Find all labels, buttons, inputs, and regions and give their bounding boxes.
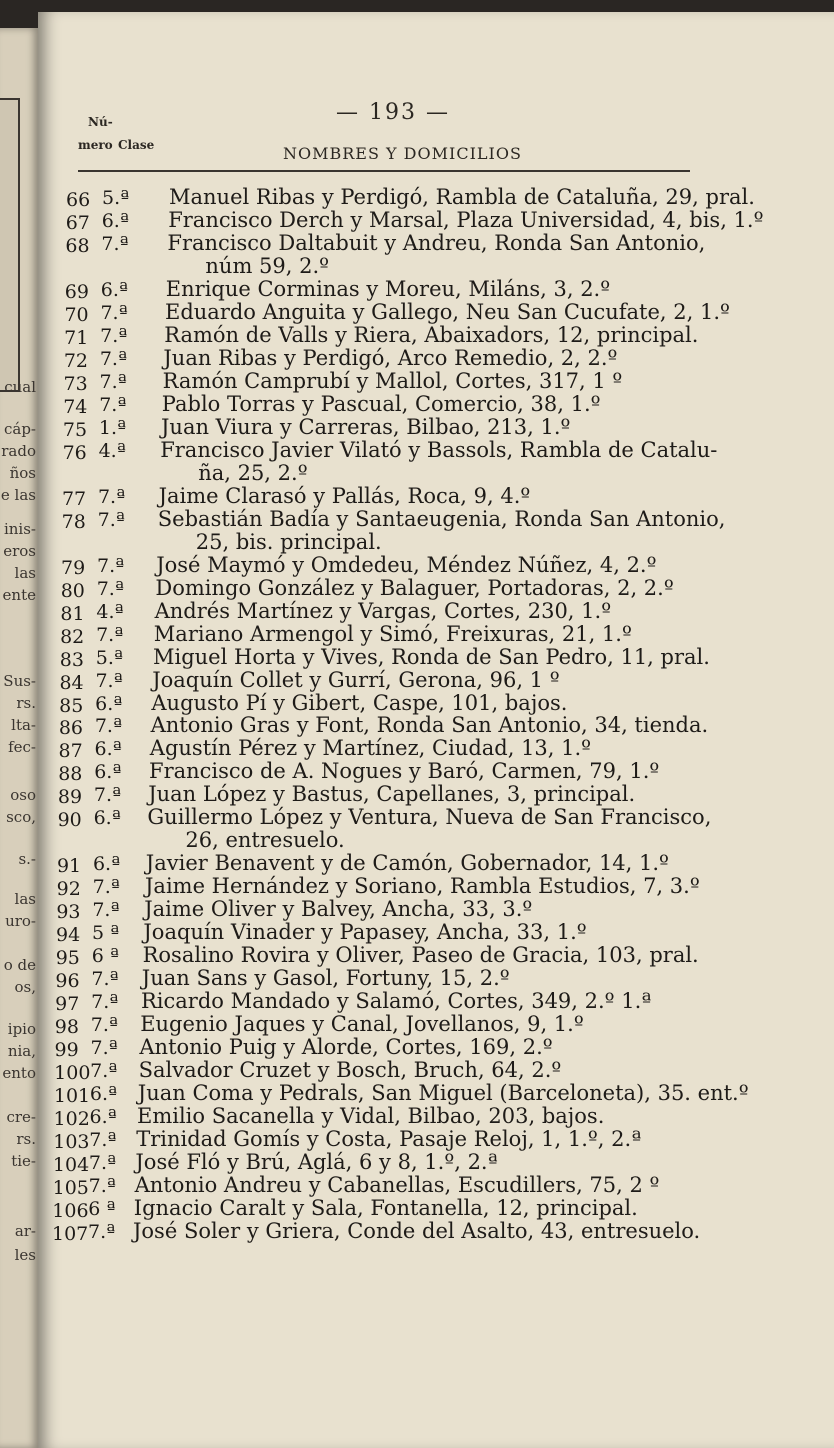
page-number: — 193 — (336, 100, 450, 125)
entry-number: 67 (65, 211, 90, 234)
entry-class: 7.ª (88, 1152, 117, 1175)
entry-class: 6.ª (89, 1106, 117, 1129)
entry-number: 72 (63, 349, 88, 372)
entry-class: 6.ª (94, 738, 122, 761)
entry-name-address: Antonio Gras y Font, Ronda San Antonio, 34, tienda. (150, 713, 709, 738)
header-numero-label-2: mero (78, 138, 113, 152)
entry-number: 80 (60, 579, 85, 602)
facing-page-fragment: nia, (7, 1042, 36, 1060)
entry-number: 76 (62, 441, 87, 464)
entry-name-address: Manuel Ribas y Perdigó, Rambla de Cataluña, 29, pral. (169, 185, 755, 209)
facing-page-fragment: las (14, 890, 36, 908)
entry-name-address: Augusto Pí y Gibert, Caspe, 101, bajos. (151, 690, 568, 715)
facing-page-fragment: ar- (14, 1222, 36, 1240)
entry-name-address: Juan Sans y Gasol, Fortuny, 15, 2.º (141, 966, 510, 991)
entry-number: 94 (56, 924, 81, 947)
entry-continuation: núm 59, 2.º (205, 253, 330, 278)
entry-number: 89 (57, 786, 83, 809)
entry-name-address: Sebastián Badía y Santaeugenia, Ronda San Antonio, (157, 506, 726, 531)
entry-class: 7.ª (97, 485, 126, 508)
facing-page-fragment: inis- (3, 520, 36, 538)
entry-class: 4.ª (96, 600, 124, 623)
facing-page-fragment: eros (3, 542, 36, 560)
entry-number: 91 (56, 855, 82, 878)
entry-name-address: Juan Viura y Carreras, Bilbao, 213, 1.º (161, 414, 571, 439)
entry-number: 81 (60, 602, 85, 625)
entry-continuation: 25, bis. principal. (195, 529, 382, 554)
entry-name-address: Joaquín Collet y Gurrí, Gerona, 96, 1 º (152, 667, 560, 692)
entry-name-address: Jaime Clarasó y Pallás, Roca, 9, 4.º (158, 483, 531, 508)
entry-class: 7.ª (92, 876, 120, 899)
entry-class: 7.ª (101, 232, 129, 255)
entry-name-address: José Fló y Brú, Aglá, 6 y 8, 1.º, 2.ª (135, 1150, 498, 1175)
entry-number: 68 (65, 234, 90, 257)
facing-page-fragment: Sus- (3, 672, 36, 690)
entry-class: 7.ª (93, 784, 122, 807)
entry-continuation: 26, entresuelo. (185, 828, 345, 853)
facing-page-fragment: rs. (16, 694, 36, 712)
entry-number: 95 (55, 947, 80, 970)
facing-page-fragment: uro- (5, 912, 36, 930)
entry-name-address: Trinidad Gomís y Costa, Pasaje Reloj, 1, 1.º, 2.ª (136, 1127, 642, 1152)
facing-page-fragment: cual (4, 378, 36, 396)
entry-class: 6.ª (94, 761, 122, 784)
entry-number: 99 (54, 1039, 79, 1062)
entry-name-address: Ricardo Mandado y Salamó, Cortes, 349, 2.º 1.ª (141, 989, 652, 1014)
facing-page-fragment: ento (2, 1064, 36, 1082)
entry-class: 7.ª (88, 1175, 116, 1198)
entry-number: 96 (55, 970, 80, 993)
entry-name-address: Ramón Camprubí y Mallol, Cortes, 317, 1 º (162, 368, 623, 393)
entry-class: 1.ª (98, 416, 127, 439)
entry-number: 88 (58, 763, 83, 786)
facing-page-fragment: o de (3, 956, 36, 974)
entry-name-address: Miguel Horta y Vives, Ronda de San Pedro, 11, pral. (153, 644, 710, 669)
entry-class: 5.ª (95, 646, 123, 669)
facing-page-fragment: ños (9, 464, 36, 482)
entry-class: 6.ª (92, 853, 121, 876)
entry-name-address: Guillermo López y Ventura, Nueva de San Francisco, (147, 805, 712, 830)
entry-number: 92 (56, 878, 81, 901)
entry-class: 6.ª (93, 807, 121, 830)
entry-name-address: Andrés Martínez y Vargas, Cortes, 230, 1.º (154, 598, 612, 623)
entry-class: 7.ª (99, 393, 127, 416)
entry-class: 7.ª (94, 715, 122, 738)
entry-class: 7.ª (96, 577, 124, 600)
entry-class: 6 ª (88, 1198, 116, 1221)
entry-name-address: Juan López y Bastus, Capellanes, 3, principal. (148, 782, 636, 807)
entry-class: 7.ª (90, 1037, 118, 1060)
entry-name-address: Jaime Oliver y Balvey, Ancha, 33, 3.º (144, 897, 533, 922)
facing-page-fragment: os, (14, 978, 36, 996)
entry-number: 104 (52, 1154, 90, 1177)
entry-number: 90 (57, 809, 82, 832)
entry-class: 7.ª (91, 991, 119, 1014)
entry-number: 77 (61, 487, 87, 510)
entry-number: 69 (64, 280, 89, 303)
facing-page-fragment: ente (2, 586, 36, 604)
book-page (38, 12, 834, 1448)
entry-number: 83 (59, 648, 84, 671)
entry-number: 102 (53, 1108, 90, 1131)
entry-class: 6.ª (101, 209, 129, 232)
entry-number: 97 (55, 993, 80, 1016)
entry-name-address: Francisco Daltabuit y Andreu, Ronda San Antonio, (167, 230, 706, 255)
entry-number: 107 (52, 1223, 89, 1245)
entry-name-address: Salvador Cruzet y Bosch, Bruch, 64, 2.º (138, 1058, 562, 1083)
entry-name-address: Juan Coma y Pedrals, San Miguel (Barceloneta), 35. ent.º (137, 1081, 749, 1106)
entry-number: 86 (58, 717, 84, 740)
facing-page-edge (0, 28, 40, 1448)
entry-number: 98 (54, 1016, 79, 1039)
entry-number: 106 (52, 1200, 89, 1223)
entry-name-address: José Maymó y Omdedeu, Méndez Núñez, 4, 2.º (156, 552, 657, 577)
entry-class: 5.ª (102, 187, 130, 209)
entry-class: 7.ª (89, 1129, 117, 1152)
facing-page-fragment: fec- (8, 738, 36, 756)
facing-page-fragment: tie- (11, 1152, 36, 1170)
entry-name-address: Eugenio Jaques y Canal, Jovellanos, 9, 1.º (140, 1012, 584, 1037)
section-title: NOMBRES Y DOMICILIOS (283, 144, 522, 163)
entry-number: 70 (64, 303, 89, 326)
entry-name-address: Joaquín Vinader y Papasey, Ancha, 33, 1.º (143, 920, 587, 945)
entry-name-address: Pablo Torras y Pascual, Comercio, 38, 1.º (161, 391, 601, 416)
entry-name-address: Agustín Pérez y Martínez, Ciudad, 13, 1.º (149, 736, 592, 761)
entry-number: 84 (59, 671, 84, 694)
facing-page-fragment: rado (1, 442, 36, 460)
entry-name-address: Eduardo Anguita y Gallego, Neu San Cucufate, 2, 1.º (165, 299, 730, 324)
entry-number: 93 (56, 901, 81, 924)
entry-class: 7.ª (88, 1221, 116, 1243)
entry-name-address: Antonio Andreu y Cabanellas, Escudillers, 75, 2 º (134, 1173, 660, 1198)
entry-name-address: José Soler y Griera, Conde del Asalto, 43, entresuelo. (133, 1219, 701, 1243)
facing-page-fragment: ipio (7, 1020, 36, 1038)
facing-page-fragment: s.- (18, 850, 36, 868)
entry-class: 7.ª (95, 669, 123, 692)
entry-name-address: Javier Benavent y de Camón, Gobernador, 14, 1.º (145, 851, 669, 876)
header-rule (78, 170, 690, 172)
entry-class: 7.ª (97, 554, 125, 577)
entry-name-address: Antonio Puig y Alorde, Cortes, 169, 2.º (139, 1035, 553, 1060)
entry-number: 74 (63, 395, 88, 418)
entry-class: 6 ª (91, 945, 119, 968)
entry-number: 79 (61, 556, 86, 579)
entry-number: 78 (61, 510, 86, 533)
entry-name-address: Ignacio Caralt y Sala, Fontanella, 12, principal. (133, 1196, 638, 1221)
entry-class: 7.ª (100, 301, 128, 324)
entry-name-address: Mariano Armengol y Simó, Freixuras, 21, 1.º (153, 621, 632, 646)
facing-page-fragment: lta- (11, 716, 36, 734)
facing-page-fragment: oso (10, 786, 36, 804)
entry-number: 73 (63, 372, 88, 395)
entry-number: 105 (52, 1177, 89, 1200)
facing-page-fragment: rs. (16, 1130, 36, 1148)
entry-continuation: ña, 25, 2.º (198, 460, 308, 485)
entry-name-address: Domingo González y Balaguer, Portadoras, 2, 2.º (155, 575, 674, 600)
entry-name-address: Emilio Sacanella y Vidal, Bilbao, 203, bajos. (137, 1104, 605, 1129)
entry-name-address: Ramón de Valls y Riera, Abaixadors, 12, principal. (164, 322, 699, 347)
facing-page-fragment: cre- (6, 1108, 36, 1126)
entry-name-address: Francisco Derch y Marsal, Plaza Universidad, 4, bis, 1.º (168, 207, 764, 232)
entry-number: 82 (60, 625, 85, 648)
entry-class: 7.ª (90, 1014, 118, 1037)
entry-number: 66 (66, 189, 91, 211)
entry-class: 6.ª (89, 1083, 118, 1106)
facing-page-fragment: les (14, 1246, 36, 1264)
entry-class: 7.ª (91, 968, 119, 991)
entry-class: 7.ª (96, 623, 124, 646)
facing-page-fragment: sco, (6, 808, 36, 826)
facing-page-fragment: e las (0, 486, 36, 504)
engraving-illustration (0, 98, 20, 392)
entry-class: 6.ª (100, 278, 128, 301)
entry-name-address: Jaime Hernández y Soriano, Rambla Estudios, 7, 3.º (145, 874, 700, 899)
entry-name-address: Rosalino Rovira y Oliver, Paseo de Gracia, 103, pral. (142, 943, 699, 968)
entry-number: 71 (64, 326, 89, 349)
entry-number: 85 (59, 694, 84, 717)
entry-number: 87 (58, 740, 83, 763)
entry-class: 4.ª (98, 439, 126, 462)
entry-class: 7.ª (100, 324, 128, 347)
entry-number: 100 (54, 1062, 91, 1085)
entry-class: 6.ª (95, 692, 123, 715)
facing-page-fragment: cáp- (3, 420, 36, 438)
header-numero-label-1: Nú- (88, 115, 113, 129)
entry-class: 7.ª (92, 899, 120, 922)
entry-name-address: Francisco Javier Vilató y Bassols, Rambla de Catalu- (160, 437, 718, 462)
entry-class: 7.ª (99, 347, 127, 370)
entry-name-address: Francisco de A. Nogues y Baró, Carmen, 79, 1.º (149, 759, 660, 784)
entry-name-address: Enrique Corminas y Moreu, Miláns, 3, 2.º (165, 276, 611, 301)
entry-class: 7.ª (90, 1060, 118, 1083)
header-clase-label: Clase (118, 138, 155, 152)
entry-class: 5 ª (92, 922, 120, 945)
entry-class: 7.ª (97, 508, 125, 531)
facing-page-fragment: las (14, 564, 36, 582)
entry-number: 103 (53, 1131, 90, 1154)
entry-class: 7.ª (99, 370, 127, 393)
entry-number: 75 (62, 418, 88, 441)
entry-number: 101 (53, 1085, 91, 1108)
entry-name-address: Juan Ribas y Perdigó, Arco Remedio, 2, 2.º (163, 345, 618, 370)
